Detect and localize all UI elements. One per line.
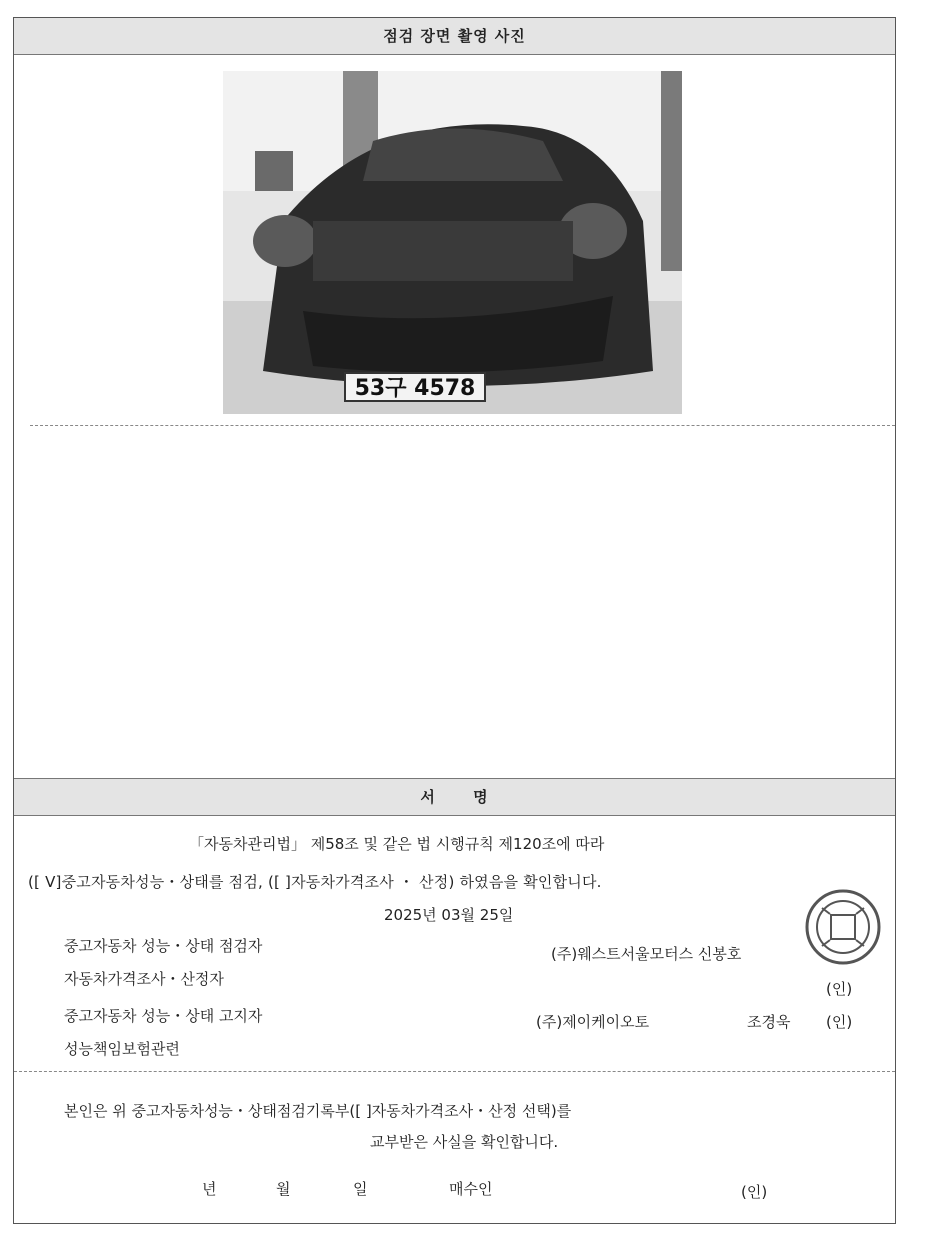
notifier-company: (주)제이케이오토 bbox=[536, 1013, 650, 1031]
insurance-label: 성능책임보험관련 bbox=[64, 1040, 180, 1058]
inspector-value: (주)웨스트서울모터스 신봉호 bbox=[551, 945, 742, 963]
car-front-photo bbox=[223, 71, 682, 414]
buyer-seal-mark: (인) bbox=[741, 1183, 768, 1201]
signature-divider bbox=[14, 1071, 895, 1072]
buyer-day-label: 일 bbox=[353, 1180, 368, 1198]
buyer-receipt-line: 본인은 위 중고자동차성능・상태점검기록부([ ]자동차가격조사・산정 선택)를 bbox=[64, 1102, 572, 1120]
appraiser-seal-mark: (인) bbox=[826, 980, 853, 998]
confirmation-line: ([ V]중고자동차성능・상태를 점검, ([ ]자동차가격조사 ・ 산정) 하였음을 확인합니다. bbox=[28, 873, 602, 891]
appraiser-label: 자동차가격조사・산정자 bbox=[64, 970, 224, 988]
signature-section-title: 서 명 bbox=[420, 788, 489, 806]
buyer-month-label: 월 bbox=[276, 1180, 291, 1198]
buyer-receipt-confirm: 교부받은 사실을 확인합니다. bbox=[370, 1133, 559, 1151]
inspection-photo bbox=[223, 71, 682, 414]
notifier-seal-mark: (인) bbox=[826, 1013, 853, 1031]
buyer-year-label: 년 bbox=[202, 1180, 217, 1198]
signature-date: 2025년 03월 25일 bbox=[384, 906, 514, 924]
photo-section-title: 점검 장면 촬영 사진 bbox=[383, 27, 526, 45]
buyer-label: 매수인 bbox=[449, 1180, 493, 1198]
notifier-label: 중고자동차 성능・상태 고지자 bbox=[64, 1007, 263, 1025]
company-seal-stamp bbox=[804, 888, 882, 966]
photo-section-header bbox=[14, 18, 895, 55]
license-plate: 53구 4578 bbox=[354, 376, 476, 401]
law-reference-line: 「자동차관리법」 제58조 및 같은 법 시행규칙 제120조에 따라 bbox=[189, 835, 605, 853]
photo-divider bbox=[30, 425, 895, 426]
seal-stamp-graphic bbox=[804, 888, 882, 966]
inspector-label: 중고자동차 성능・상태 점검자 bbox=[64, 937, 263, 955]
inspection-record-sheet bbox=[13, 17, 896, 1224]
signature-section-header bbox=[14, 778, 895, 816]
notifier-name: 조경욱 bbox=[747, 1013, 791, 1031]
